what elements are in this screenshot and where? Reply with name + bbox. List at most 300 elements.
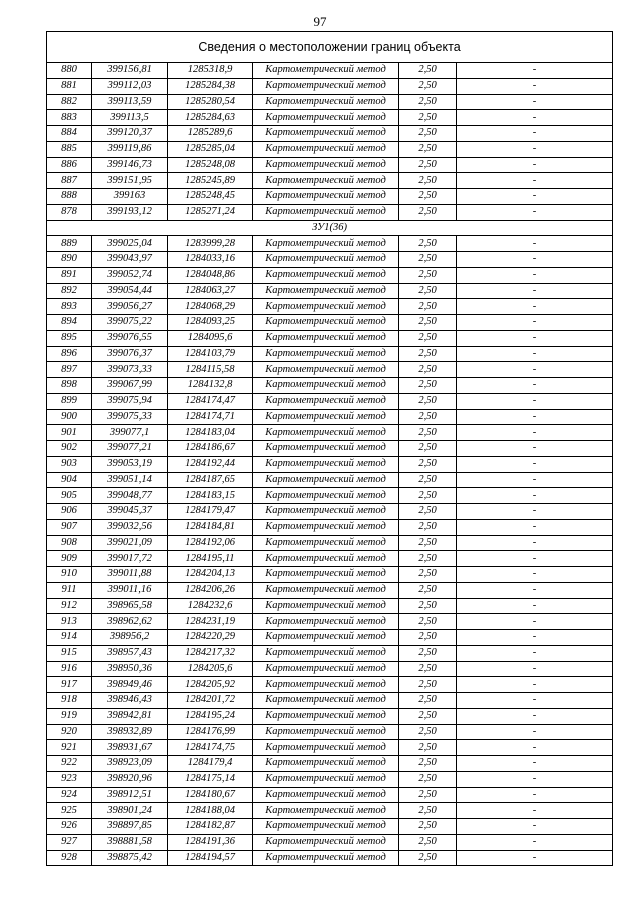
point-number-cell: 880	[47, 63, 92, 79]
precision-cell: 2,50	[399, 110, 457, 126]
point-number-cell: 907	[47, 519, 92, 535]
point-number-cell: 919	[47, 708, 92, 724]
table-row	[47, 63, 613, 79]
y-coordinate-cell: 1284175,14	[168, 771, 253, 787]
y-coordinate-cell: 1284048,86	[168, 267, 253, 283]
method-cell: Картометрический метод	[253, 724, 399, 740]
method-cell: Картометрический метод	[253, 756, 399, 772]
point-number-cell: 897	[47, 362, 92, 378]
table-row	[47, 693, 613, 709]
method-cell: Картометрический метод	[253, 393, 399, 409]
method-cell: Картометрический метод	[253, 803, 399, 819]
precision-cell: 2,50	[399, 677, 457, 693]
method-cell: Картометрический метод	[253, 157, 399, 173]
point-number-cell: 887	[47, 173, 92, 189]
method-cell: Картометрический метод	[253, 693, 399, 709]
method-cell: Картометрический метод	[253, 567, 399, 583]
x-coordinate-cell: 398932,89	[92, 724, 168, 740]
table-row	[47, 393, 613, 409]
method-cell: Картометрический метод	[253, 708, 399, 724]
y-coordinate-cell: 1284095,6	[168, 330, 253, 346]
x-coordinate-cell: 399054,44	[92, 283, 168, 299]
precision-cell: 2,50	[399, 63, 457, 79]
precision-cell: 2,50	[399, 189, 457, 205]
point-number-cell: 925	[47, 803, 92, 819]
y-coordinate-cell: 1285318,9	[168, 63, 253, 79]
point-number-cell: 906	[47, 504, 92, 520]
method-cell: Картометрический метод	[253, 378, 399, 394]
table-row	[47, 94, 613, 110]
method-cell: Картометрический метод	[253, 362, 399, 378]
y-coordinate-cell: 1284174,71	[168, 409, 253, 425]
y-coordinate-cell: 1284068,29	[168, 299, 253, 315]
point-number-cell: 882	[47, 94, 92, 110]
table-row	[47, 551, 613, 567]
description-cell: -	[457, 850, 613, 866]
precision-cell: 2,50	[399, 756, 457, 772]
point-number-cell: 924	[47, 787, 92, 803]
method-cell: Картометрический метод	[253, 441, 399, 457]
precision-cell: 2,50	[399, 551, 457, 567]
x-coordinate-cell: 398875,42	[92, 850, 168, 866]
y-coordinate-cell: 1285248,08	[168, 157, 253, 173]
point-number-cell: 909	[47, 551, 92, 567]
point-number-cell: 916	[47, 661, 92, 677]
point-number-cell: 922	[47, 756, 92, 772]
description-cell: -	[457, 661, 613, 677]
x-coordinate-cell: 399076,55	[92, 330, 168, 346]
y-coordinate-cell: 1284204,13	[168, 567, 253, 583]
table-row	[47, 330, 613, 346]
method-cell: Картометрический метод	[253, 267, 399, 283]
description-cell: -	[457, 456, 613, 472]
x-coordinate-cell: 399017,72	[92, 551, 168, 567]
precision-cell: 2,50	[399, 157, 457, 173]
table-row	[47, 204, 613, 220]
description-cell: -	[457, 488, 613, 504]
y-coordinate-cell: 1284220,29	[168, 630, 253, 646]
description-cell: -	[457, 141, 613, 157]
table-row	[47, 834, 613, 850]
table-row	[47, 78, 613, 94]
y-coordinate-cell: 1285280,54	[168, 94, 253, 110]
description-cell: -	[457, 441, 613, 457]
y-coordinate-cell: 1284232,6	[168, 598, 253, 614]
table-row	[47, 819, 613, 835]
table-row	[47, 110, 613, 126]
precision-cell: 2,50	[399, 724, 457, 740]
method-cell: Картометрический метод	[253, 126, 399, 142]
precision-cell: 2,50	[399, 771, 457, 787]
x-coordinate-cell: 398923,09	[92, 756, 168, 772]
description-cell: -	[457, 551, 613, 567]
y-coordinate-cell: 1284187,65	[168, 472, 253, 488]
x-coordinate-cell: 399025,04	[92, 236, 168, 252]
point-number-cell: 914	[47, 630, 92, 646]
method-cell: Картометрический метод	[253, 472, 399, 488]
precision-cell: 2,50	[399, 472, 457, 488]
point-number-cell: 896	[47, 346, 92, 362]
x-coordinate-cell: 399045,37	[92, 504, 168, 520]
table-row	[47, 141, 613, 157]
y-coordinate-cell: 1284183,04	[168, 425, 253, 441]
point-number-cell: 888	[47, 189, 92, 205]
table-row	[47, 409, 613, 425]
x-coordinate-cell: 398881,58	[92, 834, 168, 850]
y-coordinate-cell: 1284191,36	[168, 834, 253, 850]
x-coordinate-cell: 399075,22	[92, 315, 168, 331]
precision-cell: 2,50	[399, 299, 457, 315]
x-coordinate-cell: 399156,81	[92, 63, 168, 79]
precision-cell: 2,50	[399, 283, 457, 299]
precision-cell: 2,50	[399, 598, 457, 614]
x-coordinate-cell: 398962,62	[92, 614, 168, 630]
boundary-table	[46, 31, 613, 866]
y-coordinate-cell: 1284179,47	[168, 504, 253, 520]
page-number: 97	[313, 14, 327, 29]
description-cell: -	[457, 63, 613, 79]
table-row	[47, 708, 613, 724]
precision-cell: 2,50	[399, 834, 457, 850]
description-cell: -	[457, 283, 613, 299]
method-cell: Картометрический метод	[253, 236, 399, 252]
description-cell: -	[457, 598, 613, 614]
table-row	[47, 173, 613, 189]
method-cell: Картометрический метод	[253, 94, 399, 110]
y-coordinate-cell: 1284115,58	[168, 362, 253, 378]
y-coordinate-cell: 1284176,99	[168, 724, 253, 740]
y-coordinate-cell: 1284205,92	[168, 677, 253, 693]
description-cell: -	[457, 614, 613, 630]
point-number-cell: 910	[47, 567, 92, 583]
precision-cell: 2,50	[399, 378, 457, 394]
y-coordinate-cell: 1285248,45	[168, 189, 253, 205]
x-coordinate-cell: 399119,86	[92, 141, 168, 157]
x-coordinate-cell: 399146,73	[92, 157, 168, 173]
method-cell: Картометрический метод	[253, 645, 399, 661]
description-cell: -	[457, 346, 613, 362]
y-coordinate-cell: 1284206,26	[168, 582, 253, 598]
description-cell: -	[457, 472, 613, 488]
y-coordinate-cell: 1284174,47	[168, 393, 253, 409]
x-coordinate-cell: 399112,03	[92, 78, 168, 94]
point-number-cell: 927	[47, 834, 92, 850]
precision-cell: 2,50	[399, 630, 457, 646]
precision-cell: 2,50	[399, 535, 457, 551]
method-cell: Картометрический метод	[253, 787, 399, 803]
table-row	[47, 346, 613, 362]
description-cell: -	[457, 819, 613, 835]
table-row	[47, 157, 613, 173]
x-coordinate-cell: 399077,1	[92, 425, 168, 441]
point-number-cell: 885	[47, 141, 92, 157]
description-cell: -	[457, 157, 613, 173]
table-row	[47, 614, 613, 630]
x-coordinate-cell: 398942,81	[92, 708, 168, 724]
description-cell: -	[457, 189, 613, 205]
method-cell: Картометрический метод	[253, 283, 399, 299]
description-cell: -	[457, 693, 613, 709]
description-cell: -	[457, 803, 613, 819]
table-row	[47, 362, 613, 378]
x-coordinate-cell: 399052,74	[92, 267, 168, 283]
y-coordinate-cell: 1284192,06	[168, 535, 253, 551]
point-number-cell: 918	[47, 693, 92, 709]
table-title-row	[47, 32, 613, 63]
precision-cell: 2,50	[399, 94, 457, 110]
y-coordinate-cell: 1285245,89	[168, 173, 253, 189]
point-number-cell: 903	[47, 456, 92, 472]
x-coordinate-cell: 398949,46	[92, 677, 168, 693]
method-cell: Картометрический метод	[253, 110, 399, 126]
y-coordinate-cell: 1284179,4	[168, 756, 253, 772]
x-coordinate-cell: 399053,19	[92, 456, 168, 472]
method-cell: Картометрический метод	[253, 63, 399, 79]
y-coordinate-cell: 1284063,27	[168, 283, 253, 299]
table-row	[47, 456, 613, 472]
y-coordinate-cell: 1284195,11	[168, 551, 253, 567]
precision-cell: 2,50	[399, 582, 457, 598]
table-row	[47, 740, 613, 756]
y-coordinate-cell: 1284231,19	[168, 614, 253, 630]
point-number-cell: 902	[47, 441, 92, 457]
x-coordinate-cell: 399113,5	[92, 110, 168, 126]
point-number-cell: 915	[47, 645, 92, 661]
x-coordinate-cell: 399077,21	[92, 441, 168, 457]
method-cell: Картометрический метод	[253, 614, 399, 630]
y-coordinate-cell: 1284103,79	[168, 346, 253, 362]
precision-cell: 2,50	[399, 173, 457, 189]
precision-cell: 2,50	[399, 315, 457, 331]
x-coordinate-cell: 398965,58	[92, 598, 168, 614]
point-number-cell: 881	[47, 78, 92, 94]
x-coordinate-cell: 399120,37	[92, 126, 168, 142]
description-cell: -	[457, 94, 613, 110]
precision-cell: 2,50	[399, 252, 457, 268]
point-number-cell: 901	[47, 425, 92, 441]
table-row	[47, 582, 613, 598]
section-label: ЗУ1(36)	[47, 220, 613, 236]
precision-cell: 2,50	[399, 819, 457, 835]
precision-cell: 2,50	[399, 362, 457, 378]
x-coordinate-cell: 399048,77	[92, 488, 168, 504]
point-number-cell: 894	[47, 315, 92, 331]
method-cell: Картометрический метод	[253, 409, 399, 425]
point-number-cell: 911	[47, 582, 92, 598]
point-number-cell: 884	[47, 126, 92, 142]
x-coordinate-cell: 399051,14	[92, 472, 168, 488]
method-cell: Картометрический метод	[253, 456, 399, 472]
x-coordinate-cell: 399032,56	[92, 519, 168, 535]
x-coordinate-cell: 399163	[92, 189, 168, 205]
x-coordinate-cell: 398956,2	[92, 630, 168, 646]
table-row	[47, 519, 613, 535]
table-row	[47, 803, 613, 819]
y-coordinate-cell: 1284174,75	[168, 740, 253, 756]
y-coordinate-cell: 1284195,24	[168, 708, 253, 724]
precision-cell: 2,50	[399, 236, 457, 252]
point-number-cell: 917	[47, 677, 92, 693]
method-cell: Картометрический метод	[253, 819, 399, 835]
precision-cell: 2,50	[399, 740, 457, 756]
description-cell: -	[457, 78, 613, 94]
y-coordinate-cell: 1285284,63	[168, 110, 253, 126]
table-row	[47, 756, 613, 772]
point-number-cell: 895	[47, 330, 92, 346]
y-coordinate-cell: 1284205,6	[168, 661, 253, 677]
method-cell: Картометрический метод	[253, 582, 399, 598]
table-row	[47, 425, 613, 441]
method-cell: Картометрический метод	[253, 740, 399, 756]
method-cell: Картометрический метод	[253, 299, 399, 315]
table-row	[47, 645, 613, 661]
description-cell: -	[457, 567, 613, 583]
precision-cell: 2,50	[399, 441, 457, 457]
description-cell: -	[457, 708, 613, 724]
method-cell: Картометрический метод	[253, 535, 399, 551]
description-cell: -	[457, 236, 613, 252]
y-coordinate-cell: 1285289,6	[168, 126, 253, 142]
method-cell: Картометрический метод	[253, 78, 399, 94]
table-row	[47, 299, 613, 315]
point-number-cell: 912	[47, 598, 92, 614]
precision-cell: 2,50	[399, 708, 457, 724]
point-number-cell: 889	[47, 236, 92, 252]
y-coordinate-cell: 1284180,67	[168, 787, 253, 803]
method-cell: Картометрический метод	[253, 519, 399, 535]
x-coordinate-cell: 399073,33	[92, 362, 168, 378]
table-row	[47, 488, 613, 504]
description-cell: -	[457, 267, 613, 283]
table-title: Сведения о местоположении границ объекта	[47, 32, 613, 63]
precision-cell: 2,50	[399, 204, 457, 220]
point-number-cell: 890	[47, 252, 92, 268]
description-cell: -	[457, 630, 613, 646]
precision-cell: 2,50	[399, 78, 457, 94]
precision-cell: 2,50	[399, 504, 457, 520]
method-cell: Картометрический метод	[253, 551, 399, 567]
point-number-cell: 926	[47, 819, 92, 835]
precision-cell: 2,50	[399, 456, 457, 472]
x-coordinate-cell: 398912,51	[92, 787, 168, 803]
x-coordinate-cell: 399067,99	[92, 378, 168, 394]
precision-cell: 2,50	[399, 661, 457, 677]
description-cell: -	[457, 362, 613, 378]
description-cell: -	[457, 535, 613, 551]
y-coordinate-cell: 1285284,38	[168, 78, 253, 94]
point-number-cell: 900	[47, 409, 92, 425]
description-cell: -	[457, 504, 613, 520]
method-cell: Картометрический метод	[253, 598, 399, 614]
description-cell: -	[457, 677, 613, 693]
description-cell: -	[457, 204, 613, 220]
table-row	[47, 504, 613, 520]
description-cell: -	[457, 425, 613, 441]
description-cell: -	[457, 740, 613, 756]
table-row	[47, 567, 613, 583]
precision-cell: 2,50	[399, 693, 457, 709]
x-coordinate-cell: 398950,36	[92, 661, 168, 677]
x-coordinate-cell: 399011,88	[92, 567, 168, 583]
precision-cell: 2,50	[399, 850, 457, 866]
description-cell: -	[457, 787, 613, 803]
point-number-cell: 908	[47, 535, 92, 551]
table-row	[47, 472, 613, 488]
method-cell: Картометрический метод	[253, 346, 399, 362]
y-coordinate-cell: 1284182,87	[168, 819, 253, 835]
precision-cell: 2,50	[399, 425, 457, 441]
table-row	[47, 661, 613, 677]
y-coordinate-cell: 1284186,67	[168, 441, 253, 457]
precision-cell: 2,50	[399, 614, 457, 630]
description-cell: -	[457, 252, 613, 268]
description-cell: -	[457, 519, 613, 535]
y-coordinate-cell: 1284033,16	[168, 252, 253, 268]
method-cell: Картометрический метод	[253, 189, 399, 205]
y-coordinate-cell: 1284194,57	[168, 850, 253, 866]
precision-cell: 2,50	[399, 330, 457, 346]
description-cell: -	[457, 834, 613, 850]
method-cell: Картометрический метод	[253, 315, 399, 331]
method-cell: Картометрический метод	[253, 204, 399, 220]
table-row	[47, 787, 613, 803]
table-row	[47, 378, 613, 394]
precision-cell: 2,50	[399, 126, 457, 142]
method-cell: Картометрический метод	[253, 252, 399, 268]
table-row	[47, 283, 613, 299]
x-coordinate-cell: 399075,33	[92, 409, 168, 425]
x-coordinate-cell: 398931,67	[92, 740, 168, 756]
x-coordinate-cell: 399151,95	[92, 173, 168, 189]
table-row	[47, 598, 613, 614]
point-number-cell: 899	[47, 393, 92, 409]
description-cell: -	[457, 378, 613, 394]
precision-cell: 2,50	[399, 803, 457, 819]
table-row	[47, 236, 613, 252]
x-coordinate-cell: 399076,37	[92, 346, 168, 362]
description-cell: -	[457, 126, 613, 142]
description-cell: -	[457, 771, 613, 787]
table-row	[47, 850, 613, 866]
x-coordinate-cell: 399193,12	[92, 204, 168, 220]
x-coordinate-cell: 398901,24	[92, 803, 168, 819]
point-number-cell: 893	[47, 299, 92, 315]
y-coordinate-cell: 1284188,04	[168, 803, 253, 819]
method-cell: Картометрический метод	[253, 834, 399, 850]
method-cell: Картометрический метод	[253, 141, 399, 157]
method-cell: Картометрический метод	[253, 630, 399, 646]
point-number-cell: 905	[47, 488, 92, 504]
point-number-cell: 878	[47, 204, 92, 220]
precision-cell: 2,50	[399, 141, 457, 157]
y-coordinate-cell: 1284132,8	[168, 378, 253, 394]
method-cell: Картометрический метод	[253, 173, 399, 189]
precision-cell: 2,50	[399, 409, 457, 425]
method-cell: Картометрический метод	[253, 425, 399, 441]
description-cell: -	[457, 756, 613, 772]
method-cell: Картометрический метод	[253, 488, 399, 504]
precision-cell: 2,50	[399, 346, 457, 362]
table-row	[47, 126, 613, 142]
point-number-cell: 892	[47, 283, 92, 299]
precision-cell: 2,50	[399, 488, 457, 504]
point-number-cell: 898	[47, 378, 92, 394]
precision-cell: 2,50	[399, 787, 457, 803]
x-coordinate-cell: 399021,09	[92, 535, 168, 551]
point-number-cell: 891	[47, 267, 92, 283]
description-cell: -	[457, 173, 613, 189]
precision-cell: 2,50	[399, 393, 457, 409]
